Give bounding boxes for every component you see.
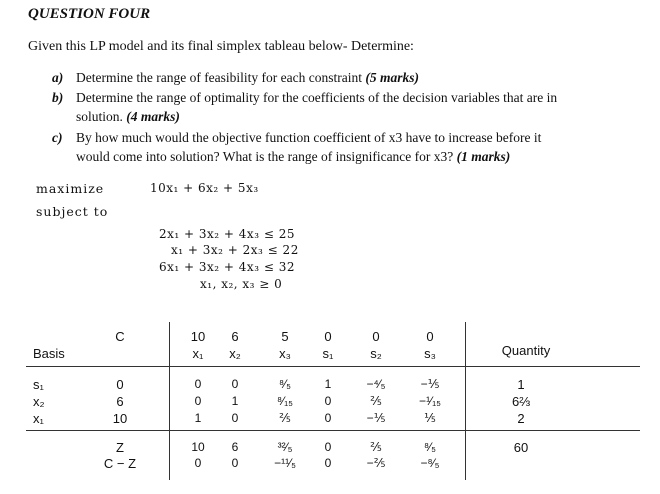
question-b-letter: b) [52,90,64,105]
cell: 1 [231,394,239,408]
c-row-3: 10 [112,411,128,426]
cost-x1: 10 [190,329,206,344]
z-cell: ³²⁄₅ [277,440,293,454]
body-separator [26,430,640,431]
cell: 0 [324,394,332,408]
nonnegativity-constraint: x₁, x₂, x₃ ≥ 0 [200,277,283,291]
cell: 1 [324,377,332,391]
question-c-letter: c) [52,130,63,145]
subject-to-label: subject to [36,204,109,219]
var-s1: s₁ [322,346,334,361]
cell: ⁸⁄₅ [279,377,291,391]
cz-cell: 0 [194,456,202,470]
cz-cell: −⁸⁄₅ [420,456,440,470]
var-x3: x₃ [279,346,291,361]
var-x1: x₁ [192,346,204,361]
quantity-row-3: 2 [517,411,525,426]
question-b-line-1: Determine the range of optimality for the coefficients of the decision variables that are in [76,90,558,105]
quantity-row-1: 1 [517,377,525,392]
question-a-text: Determine the range of feasibility for each constraint (5 marks) [76,70,420,85]
cost-s3: 0 [426,329,434,344]
var-s2: s₂ [370,346,382,361]
var-s3: s₃ [424,346,436,361]
cell: −¹⁄₁₅ [419,394,441,408]
c-column-header: C [115,329,125,344]
cell: 0 [231,411,239,425]
cell: 0 [194,377,202,391]
cell: ⅕ [424,411,436,425]
z-cell: ⁸⁄₅ [424,440,436,454]
cell: 1 [194,411,202,425]
c-row-2: 6 [116,394,124,409]
vertical-rule-right [465,322,466,480]
z-cell: 0 [324,440,332,454]
question-heading: QUESTION FOUR [28,6,151,22]
cell: −⅕ [420,377,440,391]
cz-cell: −⅖ [366,456,386,470]
cost-x3: 5 [281,329,289,344]
quantity-header: Quantity [501,343,551,358]
z-cell: 6 [231,440,239,454]
cell: −⁴⁄₅ [366,377,386,391]
cell: ⅖ [370,394,382,408]
header-separator [26,366,640,367]
cost-s2: 0 [372,329,380,344]
basis-row-1: s₁ [33,377,44,392]
cell: 0 [324,411,332,425]
question-c-line-2: would come into solution? What is the range of insignificance for x3? (1 marks) [76,149,511,164]
basis-header: Basis [33,346,65,361]
constraint-1: 2x₁ + 3x₂ + 4x₃ ≤ 25 [159,227,295,241]
vertical-rule-left [169,322,170,480]
cell: ⅖ [279,411,291,425]
cell: −⅕ [366,411,386,425]
cost-s1: 0 [324,329,332,344]
constraint-3: 6x₁ + 3x₂ + 4x₃ ≤ 32 [159,260,295,274]
intro-text: Given this LP model and its final simplex tableau below- Determine: [28,39,414,54]
question-b-line-2: solution. (4 marks) [76,109,180,124]
z-cell: ⅖ [370,440,382,454]
constraint-2: x₁ + 3x₂ + 2x₃ ≤ 22 [171,243,299,257]
cell: 0 [194,394,202,408]
basis-row-3: x₁ [33,411,44,426]
cost-x2: 6 [231,329,239,344]
cz-cell: 0 [231,456,239,470]
var-x2: x₂ [229,346,241,361]
z-row-label: Z [116,440,124,455]
cell: ⁸⁄₁₅ [277,394,293,408]
question-c-line-1: By how much would the objective function coefficient of x3 have to increase before it [76,130,542,145]
maximize-label: maximize [36,181,105,196]
cz-cell: 0 [324,456,332,470]
quantity-row-2: 6⅔ [511,394,531,409]
c-row-1: 0 [116,377,124,392]
cz-cell: −¹¹⁄₅ [274,456,296,470]
c-minus-z-label: C − Z [103,456,137,471]
z-quantity: 60 [513,440,529,455]
z-cell: 10 [191,440,205,454]
question-a-letter: a) [52,70,64,85]
basis-row-2: x₂ [33,394,45,409]
objective-function: 10x₁ + 6x₂ + 5x₃ [150,181,259,195]
cell: 0 [231,377,239,391]
